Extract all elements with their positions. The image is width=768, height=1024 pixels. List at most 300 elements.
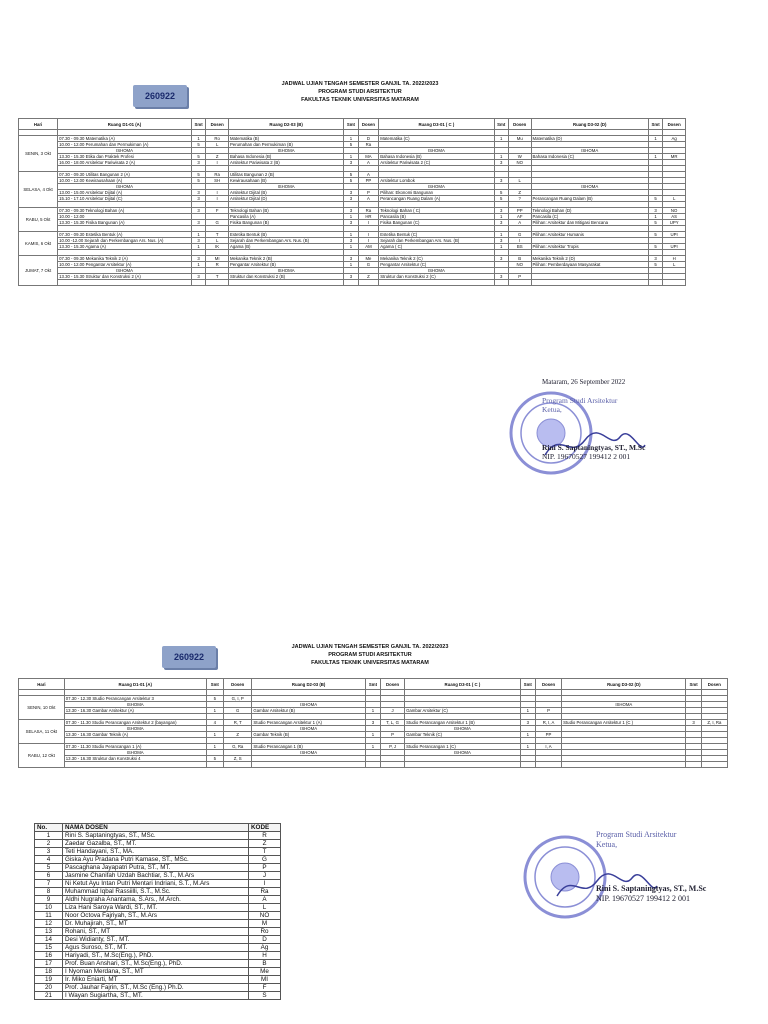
table-cell-course: Arsitektur Lombok	[379, 178, 494, 184]
table-cell-course: Studio Perancangan 1 (C)	[405, 744, 521, 750]
lecturer-number: 2	[35, 840, 63, 848]
table-row	[35, 976, 281, 984]
table-row	[35, 872, 281, 880]
lecturer-number: 7	[35, 880, 63, 888]
lecturer-code: M	[249, 920, 281, 928]
table-cell-code: J	[381, 708, 405, 714]
table-cell-code: 1	[206, 744, 223, 750]
table-cell-code: 1	[344, 214, 358, 220]
table-cell-course: 13.30 - 15.30 Etika dan Praktek Profesi	[58, 154, 192, 160]
table-cell-course: Estetika Bentuk (B)	[228, 232, 343, 238]
lecturer-name: Agus Suroso, ST., MT.	[63, 944, 249, 952]
lecturer-name: I Wayan Sugiartha, ST., MT.	[63, 992, 249, 1000]
spacer-cell	[562, 762, 686, 768]
table-cell-code: Me	[358, 256, 379, 262]
column-header: Hari	[19, 119, 58, 130]
table-row	[35, 968, 281, 976]
table-cell-code: 5	[648, 196, 662, 202]
table-cell-course: Struktur dan Konstruksi 2 (C)	[379, 274, 494, 280]
day-cell: SENIN, 10 Okt	[19, 696, 65, 720]
table-cell-code: NO	[508, 262, 531, 268]
table-cell-code: G	[206, 220, 229, 226]
table-row	[35, 848, 281, 856]
spacer-cell	[58, 280, 192, 286]
table-cell-course: Arsitektur Dijital (D)	[228, 196, 343, 202]
date-code-badge: 260922	[162, 646, 216, 668]
table-cell-course: ISHOMA	[252, 726, 365, 732]
table-cell-code: A	[358, 160, 379, 166]
signature-date: Mataram, 26 September 2022	[542, 378, 626, 386]
table-cell-code: G	[224, 708, 252, 714]
lecturer-code-table	[34, 823, 281, 1000]
lecturer-number: 3	[35, 848, 63, 856]
table-cell-course: ISHOMA	[228, 268, 343, 274]
table-cell-code: G	[358, 262, 379, 268]
spacer-cell	[535, 762, 561, 768]
table-cell-code: A	[358, 196, 379, 202]
table-cell-course: Gambar Teknik (C)	[405, 732, 521, 738]
day-cell: JUMAT, 7 Okt	[19, 256, 58, 286]
table-cell-course: Pilihan: Arsitektur dan Mitigasi Bencana	[531, 220, 648, 226]
lecturer-number: 5	[35, 864, 63, 872]
lecturer-name: Muhammad Iqbal Rassiilli, S.T., M.Sc.	[63, 888, 249, 896]
day-cell: RABU, 5 Okt	[19, 208, 58, 232]
table-cell-course: Pilihan: Arsitektur Humanis	[531, 232, 648, 238]
table-cell-code: L	[206, 238, 229, 244]
lecturer-number: 13	[35, 928, 63, 936]
table-cell-code: 1	[206, 708, 223, 714]
title-line: FAKULTAS TEKNIK UNIVERSITAS MATARAM	[311, 660, 429, 666]
lecturer-number: 1	[35, 832, 63, 840]
table-cell-course: Mekanika Teknik 2 (B)	[228, 256, 343, 262]
column-header: Dosen	[224, 679, 252, 690]
table-cell-course: 07.30 - 09.30 Estetika Bentuk (A)	[58, 232, 192, 238]
table-cell-code: B	[508, 256, 531, 262]
spacer-cell	[64, 762, 206, 768]
signature-role: Ketua,	[596, 840, 618, 849]
document-title	[200, 80, 520, 104]
lecturer-number: 8	[35, 888, 63, 896]
table-cell-code: 3	[191, 160, 205, 166]
lecturer-name: Rohani, ST., MT	[63, 928, 249, 936]
table-cell-code: 1	[365, 744, 380, 750]
table-cell-code: 5	[648, 220, 662, 226]
lecturer-name: Prof. Buan Anshari, ST., M.Sc(Eng.), PhD.	[63, 960, 249, 968]
table-row	[35, 904, 281, 912]
table-cell-course: ISHOMA	[379, 268, 494, 274]
column-header: Dosen	[206, 119, 229, 130]
day-cell: RABU, 12 Okt	[19, 744, 65, 768]
exam-schedule-table	[18, 678, 728, 768]
column-header: Dosen	[381, 679, 405, 690]
table-cell-code: I	[358, 220, 379, 226]
table-cell-course: ISHOMA	[531, 148, 648, 154]
table-cell-course: Pancasila (B)	[379, 214, 494, 220]
table-cell-code: Ag	[663, 136, 686, 142]
spacer-cell	[224, 762, 252, 768]
table-row	[35, 880, 281, 888]
title-line: FAKULTAS TEKNIK UNIVERSITAS MATARAM	[301, 97, 419, 103]
table-cell-code: MA	[358, 154, 379, 160]
table-cell-course: Agama ( C)	[379, 244, 494, 250]
table-cell-course: ISHOMA	[562, 702, 686, 708]
table-cell-code: 1	[191, 262, 205, 268]
table-cell-course: Perancangan Ruang Dalam (B)	[531, 196, 648, 202]
table-cell-code: UPY	[663, 220, 686, 226]
table-row	[35, 928, 281, 936]
table-cell-course: 07.30 - 09.30 Utilitas Bangunan 2 (A)	[58, 172, 192, 178]
table-cell-course: Gambar Arsitektur (B)	[252, 708, 365, 714]
column-header: Ruang D2-03 (B)	[252, 679, 365, 690]
table-cell-code: 3	[344, 160, 358, 166]
lecturer-number: 21	[35, 992, 63, 1000]
lecturer-name: Jasmine Chanifah Uzdah Bachtiar, S.T., M.Ars	[63, 872, 249, 880]
signature-office: Program Studi Arsitektur	[542, 396, 618, 405]
table-cell-course: Fisika Bangunan (C)	[379, 220, 494, 226]
spacer-cell	[358, 280, 379, 286]
table-cell-code: AS	[663, 214, 686, 220]
table-cell-code: Ro	[206, 136, 229, 142]
table-cell-code: T	[206, 232, 229, 238]
table-cell-code: I, A	[535, 744, 561, 750]
table-cell-code: 3	[494, 256, 508, 262]
column-header: Smt	[648, 119, 662, 130]
table-cell-course: 13.30 - 15.30 Agama (A)	[58, 244, 192, 250]
table-cell-code: Ra	[358, 208, 379, 214]
table-cell-code: ?	[508, 196, 531, 202]
table-cell-code: 1	[494, 232, 508, 238]
table-cell-course: ISHOMA	[64, 726, 206, 732]
table-cell-course: Matematika (B)	[228, 136, 343, 142]
table-cell-course: Sejarah dan Perkembangan Ars. Nus. (B)	[228, 238, 343, 244]
table-cell-course: Studio Perancangan Arsitektur 1 (C )	[562, 720, 686, 726]
table-cell-code: 3	[494, 238, 508, 244]
table-cell-code: 5	[648, 262, 662, 268]
table-cell-code: P	[535, 708, 561, 714]
signature-block	[596, 830, 766, 904]
table-cell-course: 16.00 - 18.00 Arsitektur Pariwisata 2 (A)	[58, 160, 192, 166]
table-cell-code: D	[358, 136, 379, 142]
table-cell-code: 3	[648, 208, 662, 214]
table-row	[35, 888, 281, 896]
lecturer-code: Ra	[249, 888, 281, 896]
table-cell-code: Z	[358, 274, 379, 280]
lecturer-code: A	[249, 896, 281, 904]
lecturer-name: Giska Ayu Pradana Putri Kamase, ST., MSc.	[63, 856, 249, 864]
spacer-cell	[663, 280, 686, 286]
lecturer-name: Noor Octova Fajriyah, ST., M.Ars	[63, 912, 249, 920]
table-cell-code: 1	[494, 214, 508, 220]
table-cell-code: HR	[358, 214, 379, 220]
table-cell-code: A	[508, 220, 531, 226]
table-row	[19, 196, 686, 202]
table-cell-code: 1	[520, 744, 535, 750]
column-header: Smt	[365, 679, 380, 690]
table-cell-code: F	[206, 208, 229, 214]
table-cell-course: ISHOMA	[64, 702, 206, 708]
column-header: Ruang D1-01 (A)	[58, 119, 192, 130]
table-cell-code: 3	[494, 208, 508, 214]
table-cell-code: P, J	[381, 744, 405, 750]
table-cell-code: Ra	[206, 172, 229, 178]
signature-role: Ketua,	[542, 405, 562, 414]
table-cell-course: Pancasila (C)	[531, 214, 648, 220]
table-cell-course: Pengantar Arsitektur (C)	[379, 262, 494, 268]
table-cell-course: Sejarah dan Perkembangan Ars. Nus. (B)	[379, 238, 494, 244]
table-cell-course: Pengantar Arsitektur (B)	[228, 262, 343, 268]
table-cell-code: 3	[494, 160, 508, 166]
table-cell-code: 1	[520, 708, 535, 714]
column-header: NAMA DOSEN	[63, 824, 249, 832]
lecturer-number: 11	[35, 912, 63, 920]
table-cell-course: Pilihan: Ekonomi Bangunan	[379, 190, 494, 196]
table-cell-course: 13.30 - 16.30 Gambar Teknik (A)	[64, 732, 206, 738]
table-cell-code: T, L, G	[381, 720, 405, 726]
column-header: Ruang D3-01 ( C )	[379, 119, 494, 130]
table-cell-code: 3	[686, 720, 701, 726]
table-cell-code: 5	[191, 172, 205, 178]
table-cell-course: ISHOMA	[58, 268, 192, 274]
column-header: KODE	[249, 824, 281, 832]
lecturer-number: 19	[35, 976, 63, 984]
table-cell-course: Matematika (D)	[531, 136, 648, 142]
table-cell-code: 1	[365, 708, 380, 714]
lecturer-code: Ro	[249, 928, 281, 936]
table-cell-code: 3	[494, 178, 508, 184]
table-cell-course: Arsitektur Pariwisata 2 (C)	[379, 160, 494, 166]
column-header: Dosen	[535, 679, 561, 690]
column-header: No.	[35, 824, 63, 832]
table-cell-code: Z, S	[224, 756, 252, 762]
table-cell-code: 3	[520, 720, 535, 726]
table-cell-code: 3	[648, 256, 662, 262]
table-cell-course: Utilitas Bangunan 2 (B)	[228, 172, 343, 178]
table-cell-code: 5	[344, 178, 358, 184]
column-header: Smt	[494, 119, 508, 130]
table-cell-code: G, Ra	[224, 744, 252, 750]
lecturer-name: Prof. Jauhar Fajrin, ST., M.Sc (Eng.) Ph.D.	[63, 984, 249, 992]
date-code-badge: 260922	[133, 85, 187, 107]
table-cell-course: Mekanika Teknik 2 (D)	[531, 256, 648, 262]
column-header: Smt	[344, 119, 358, 130]
table-cell-code: P	[508, 274, 531, 280]
table-cell-code: 5	[206, 756, 223, 762]
table-cell-course: Perancangan Ruang Dalam (A)	[379, 196, 494, 202]
lecturer-name: I Nyoman Merdana, ST., MT	[63, 968, 249, 976]
table-cell-code: I	[358, 238, 379, 244]
table-cell-code: 1	[191, 244, 205, 250]
lecturer-code: H	[249, 952, 281, 960]
table-cell-code: AM	[358, 244, 379, 250]
table-cell-course: Agama (B)	[228, 244, 343, 250]
column-header: Dosen	[358, 119, 379, 130]
table-cell-code: AF	[508, 214, 531, 220]
table-cell-course: ISHOMA	[252, 702, 365, 708]
lecturer-number: 17	[35, 960, 63, 968]
column-header: Smt	[191, 119, 205, 130]
table-cell-code: NO	[663, 208, 686, 214]
table-cell-course: 07.30 - 12.30 Studio Perancangan Arsitektur 3	[64, 696, 206, 702]
table-row	[19, 262, 686, 268]
spacer-cell	[191, 280, 205, 286]
lecturer-code: F	[249, 984, 281, 992]
table-cell-code: 1	[648, 214, 662, 220]
lecturer-code: MI	[249, 976, 281, 984]
table-cell-code: Z, I, Ra	[701, 720, 727, 726]
table-cell-course: Kewirausahaan (B)	[228, 178, 343, 184]
lecturer-code: G	[249, 856, 281, 864]
table-cell-course: 10.00 - 12.00 Perumahan dan Permukiman (A)	[58, 142, 192, 148]
day-cell: SENIN, 3 Okt	[19, 136, 58, 172]
lecturer-name: Rini S. Saptaningtyas, ST., MSc.	[63, 832, 249, 840]
lecturer-number: 16	[35, 952, 63, 960]
column-header: Dosen	[663, 119, 686, 130]
signature-nip: NIP. 19670527 199412 2 001	[542, 452, 631, 461]
table-cell-code: 5	[344, 142, 358, 148]
title-line: PROGRAM STUDI ARSITEKTUR	[328, 652, 412, 658]
table-cell-course: ISHOMA	[64, 750, 206, 756]
table-cell-code: 5	[191, 178, 205, 184]
table-row	[35, 936, 281, 944]
table-cell-code: NO	[508, 160, 531, 166]
table-cell-course: 07.30 - 09.30 Teknologi Bahan (A)	[58, 208, 192, 214]
table-cell-course: Studio Perancangan Arsitektur 1 (A)	[252, 720, 365, 726]
table-cell-code: R, T	[224, 720, 252, 726]
table-cell-course: Fisika Bangunan (B)	[228, 220, 343, 226]
table-cell-code: 1	[520, 732, 535, 738]
table-cell-code: 3	[191, 208, 205, 214]
column-header: Ruang D3-02 (D)	[562, 679, 686, 690]
table-cell-code: 1	[648, 136, 662, 142]
column-header: Smt	[206, 679, 223, 690]
table-cell-course: 15.10 - 17.10 Arsitektur Dijital (C)	[58, 196, 192, 202]
table-cell-code: 3	[344, 190, 358, 196]
table-cell-course: Gambar Teknik (B)	[252, 732, 365, 738]
lecturer-code: J	[249, 872, 281, 880]
table-cell-code: L	[663, 262, 686, 268]
table-cell-course: Perumahan dan Permukiman (B)	[228, 142, 343, 148]
lecturer-number: 4	[35, 856, 63, 864]
table-cell-code: PP	[535, 732, 561, 738]
table-cell-code: 3	[494, 274, 508, 280]
table-cell-code: 3	[191, 274, 205, 280]
table-cell-course: ISHOMA	[58, 148, 192, 154]
table-cell-course: 07.30 - 09.30 Mekanika Teknik 2 (A)	[58, 256, 192, 262]
table-cell-code: 5	[191, 142, 205, 148]
spacer-cell	[701, 762, 727, 768]
column-header: Ruang D3-01 ( C )	[405, 679, 521, 690]
table-cell-course: 13.00 - 15.00 Arsitektur Dijital (A)	[58, 190, 192, 196]
table-cell-code: 5	[648, 244, 662, 250]
lecturer-name: Zaedar Gazalba, ST., MT.	[63, 840, 249, 848]
table-cell-code: 3	[344, 256, 358, 262]
exam-schedule-table	[18, 118, 686, 286]
lecturer-code: NO	[249, 912, 281, 920]
table-row	[35, 832, 281, 840]
table-cell-course: Bahasa Indonesia (C)	[531, 154, 648, 160]
table-row	[35, 960, 281, 968]
table-cell-course: 13.30 - 15.30 Struktur dan Konstruksi 2 (A)	[58, 274, 192, 280]
table-row	[35, 920, 281, 928]
table-cell-code: G, I, P	[224, 696, 252, 702]
table-cell-course: 07.30 - 11.30 Studio Perancangan Arsitektur 2 (bayangan)	[64, 720, 206, 726]
lecturer-name: Desi Widianty, ST., MT.	[63, 936, 249, 944]
table-cell-code: L	[206, 142, 229, 148]
spacer-cell	[508, 280, 531, 286]
table-row	[19, 220, 686, 226]
spacer-cell	[405, 762, 521, 768]
table-cell-code: 5	[206, 696, 223, 702]
table-row	[35, 992, 281, 1000]
table-row	[19, 720, 728, 726]
table-cell-code: SH	[206, 178, 229, 184]
spacer-cell	[494, 280, 508, 286]
table-cell-code: A	[358, 172, 379, 178]
spacer-cell	[686, 762, 701, 768]
lecturer-name: Ni Ketut Ayu Intan Putri Mentari Indriani, S.T., M.Ars	[63, 880, 249, 888]
table-cell-code: 3	[344, 238, 358, 244]
spacer-cell	[520, 762, 535, 768]
day-cell: SELASA, 11 Okt	[19, 720, 65, 744]
signature-name: Rini S. Saptaningtyas, ST., M.Sc	[596, 884, 707, 893]
lecturer-code: Z	[249, 840, 281, 848]
table-cell-code: 1	[494, 244, 508, 250]
schedule-page-week2	[0, 560, 768, 1024]
spacer-cell	[381, 762, 405, 768]
table-cell-code: MI	[206, 256, 229, 262]
table-cell-code: 5	[494, 190, 508, 196]
table-cell-code: Z	[224, 732, 252, 738]
table-cell-course: ISHOMA	[405, 750, 521, 756]
table-cell-code: R, I, A	[535, 720, 561, 726]
table-cell-code: 5	[648, 232, 662, 238]
table-cell-course: 13.30 - 16.30 Struktur dan Konstruksi 4	[64, 756, 206, 762]
table-row	[35, 896, 281, 904]
table-row	[35, 856, 281, 864]
table-cell-course: ISHOMA	[379, 184, 494, 190]
table-cell-code: 1	[365, 732, 380, 738]
table-cell-code: IK	[206, 244, 229, 250]
table-cell-code: UPI	[663, 244, 686, 250]
table-cell-code: P	[381, 732, 405, 738]
table-cell-course: Pilihan: Pemberdayaan Masyarakat	[531, 262, 648, 268]
lecturer-name: Dr. Muhajirah, ST., MT	[63, 920, 249, 928]
table-cell-course: Teknologi Bahan (B)	[228, 208, 343, 214]
lecturer-number: 20	[35, 984, 63, 992]
lecturer-code: R	[249, 832, 281, 840]
lecturer-code: T	[249, 848, 281, 856]
signature-name: Rini S. Saptaningtyas, ST., M.Sc	[542, 443, 646, 452]
signature-block	[542, 378, 742, 461]
table-cell-code: L	[508, 178, 531, 184]
column-header: Ruang D2-03 (B)	[228, 119, 343, 130]
table-cell-course: Teknologi Bahan (D)	[531, 208, 648, 214]
table-cell-code: 1	[191, 232, 205, 238]
table-cell-code: 1	[191, 136, 205, 142]
table-cell-course: ISHOMA	[405, 726, 521, 732]
column-header: Smt	[686, 679, 701, 690]
spacer-cell	[344, 280, 358, 286]
table-cell-code: 1	[344, 244, 358, 250]
table-cell-code: 5	[494, 196, 508, 202]
table-cell-code: 5	[344, 172, 358, 178]
table-cell-code: 3	[494, 220, 508, 226]
table-cell-code: 1	[344, 262, 358, 268]
spacer-cell	[365, 762, 380, 768]
signature-nip: NIP. 19670527 199412 2 001	[596, 894, 691, 903]
table-cell-code: 1	[344, 136, 358, 142]
table-cell-course: 10.00 - 12.00 Pengantar Arsitektur (A)	[58, 262, 192, 268]
